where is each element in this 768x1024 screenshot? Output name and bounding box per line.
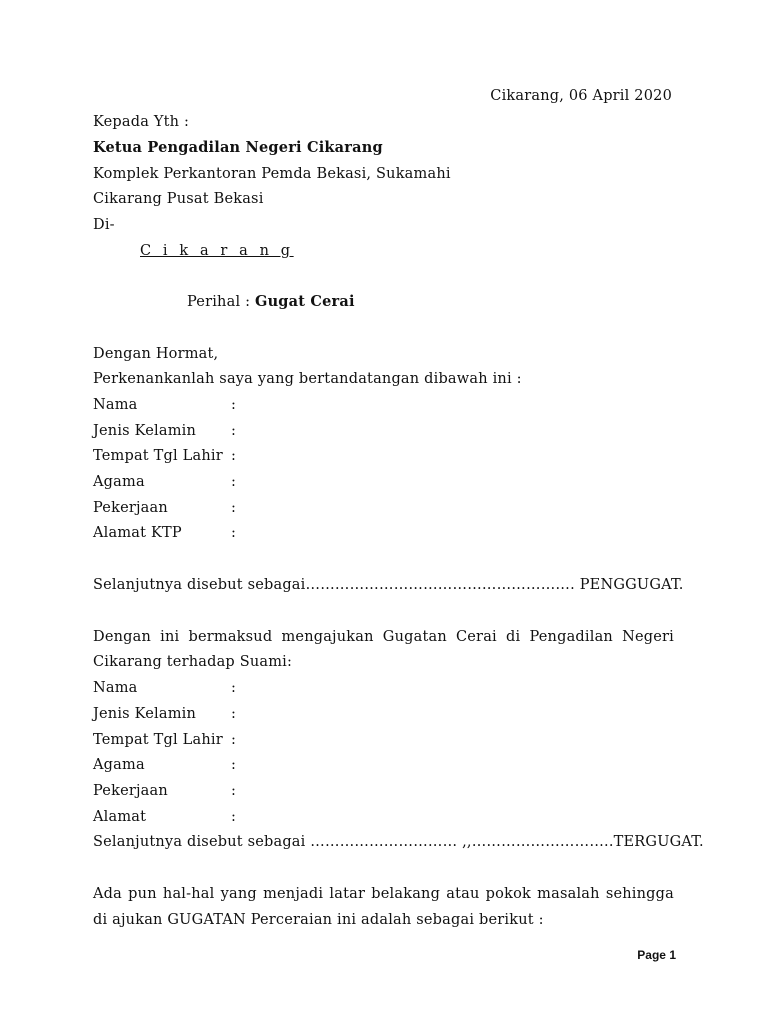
plaintiff-field-label: Jenis Kelamin — [93, 423, 197, 439]
opening-salutation: Dengan Hormat, — [93, 346, 219, 362]
defendant-field-label: Alamat — [93, 809, 147, 825]
defendant-field-colon: : — [231, 809, 237, 825]
reason-line-1: Ada pun hal-hal yang menjadi latar belakang atau pokok masalah sehingga — [93, 886, 674, 902]
defendant-field-colon: : — [231, 757, 237, 773]
plaintiff-field-colon: : — [231, 474, 237, 490]
defendant-field-label: Pekerjaan — [93, 783, 168, 799]
plaintiff-field-colon: : — [231, 500, 237, 516]
defendant-field-label: Tempat Tgl Lahir — [93, 732, 223, 748]
reason-line-2: di ajukan GUGATAN Perceraian ini adalah sebagai berikut : — [93, 912, 544, 928]
plaintiff-field-label: Nama — [93, 397, 138, 413]
plaintiff-field-label: Agama — [93, 474, 145, 490]
subject-label: Perihal : — [187, 294, 255, 310]
recipient-greeting: Kepada Yth : — [93, 114, 190, 130]
letter-date: Cikarang, 06 April 2020 — [490, 88, 672, 104]
plaintiff-field-label: Tempat Tgl Lahir — [93, 448, 223, 464]
plaintiff-field-colon: : — [231, 397, 237, 413]
plaintiff-field-colon: : — [231, 525, 237, 541]
recipient-name: Ketua Pengadilan Negeri Cikarang — [93, 139, 383, 156]
recipient-address-1: Komplek Perkantoran Pemda Bekasi, Sukamahi — [93, 166, 451, 182]
subject-value: Gugat Cerai — [254, 293, 355, 310]
defendant-field-label: Agama — [93, 757, 145, 773]
intro-sentence: Perkenankanlah saya yang bertandatangan dibawah ini : — [93, 371, 522, 387]
plaintiff-field-label: Pekerjaan — [93, 500, 168, 516]
page-number: Page 1 — [637, 948, 676, 962]
recipient-city-text: C i k a r a n g — [140, 243, 294, 259]
defendant-field-colon: : — [231, 680, 237, 696]
plaintiff-field-colon: : — [231, 423, 237, 439]
recipient-address-2: Cikarang Pusat Bekasi — [93, 191, 264, 207]
recipient-di: Di- — [93, 217, 115, 233]
plaintiff-field-label: Alamat KTP — [93, 525, 182, 541]
defendant-field-colon: : — [231, 783, 237, 799]
recipient-city — [140, 242, 294, 260]
subject-line — [187, 293, 355, 311]
defendant-field-colon: : — [231, 732, 237, 748]
defendant-field-label: Jenis Kelamin — [93, 706, 197, 722]
defendant-field-colon: : — [231, 706, 237, 722]
defendant-designation: Selanjutnya disebut sebagai ………………………… ,,………………………..TERGUGAT. — [93, 834, 704, 850]
plaintiff-designation: Selanjutnya disebut sebagai………………………………………………. PENGGUGAT. — [93, 577, 684, 593]
plaintiff-field-colon: : — [231, 448, 237, 464]
defendant-field-label: Nama — [93, 680, 138, 696]
claim-line-2: Cikarang terhadap Suami: — [93, 654, 293, 670]
claim-line-1: Dengan ini bermaksud mengajukan Gugatan Cerai di Pengadilan Negeri — [93, 629, 674, 645]
